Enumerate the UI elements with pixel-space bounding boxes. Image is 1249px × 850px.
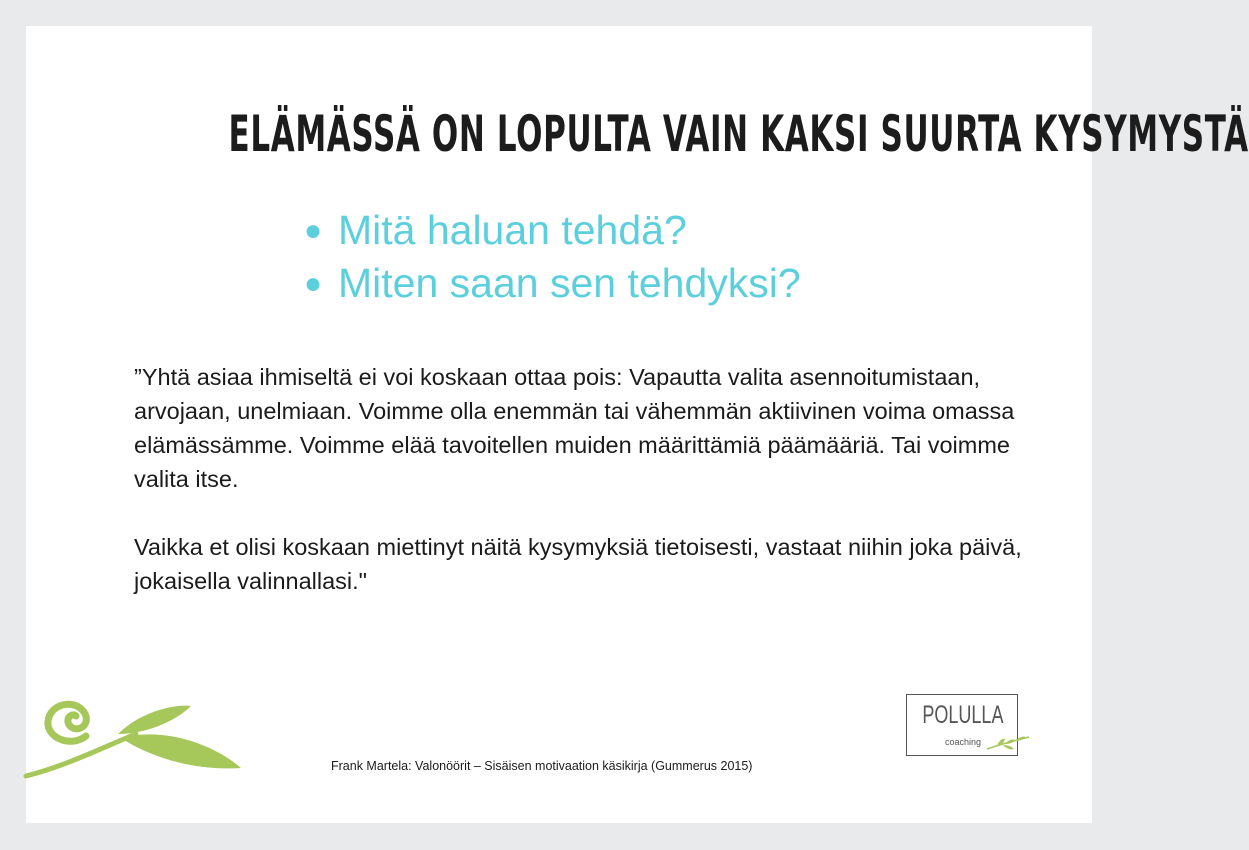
sprig-icon xyxy=(985,731,1033,753)
quote-paragraph-2: Vaikka et olisi koskaan miettinyt näitä kysymyksiä tietoisesti, vastaat niihin joka päivä, jokaisella valinnallasi." xyxy=(134,534,1022,594)
quote-paragraph-1: ”Yhtä asiaa ihmiseltä ei voi koskaan ottaa pois: Vapautta valita asennoitumistaan, arvojaan, unelmiaan. Voimme olla enemmän tai vähemmän aktiivinen voima omassa elämässämme. Voimme elää tavoitellen muiden määrittämiä päämääriä. Tai voimme valita itse. xyxy=(134,364,1015,492)
question-text: Miten saan sen tehdyksi? xyxy=(338,260,801,306)
leaf-swirl-icon xyxy=(26,676,256,786)
question-list xyxy=(304,204,801,310)
quote-block xyxy=(134,360,1034,632)
bullet-icon: ● xyxy=(304,214,323,247)
bullet-icon: ● xyxy=(304,267,323,300)
question-item xyxy=(304,257,801,310)
slide-card xyxy=(26,26,1249,823)
slide-heading: ELÄMÄSSÄ ON LOPULTA VAIN KAKSI SUURTA KYSYMYSTÄ xyxy=(228,105,1249,163)
polulla-logo xyxy=(906,694,1018,756)
question-item xyxy=(304,204,801,257)
question-text: Mitä haluan tehdä? xyxy=(338,207,687,253)
logo-wordmark: POLULLA xyxy=(922,701,1004,729)
source-citation: Frank Martela: Valonöörit – Sisäisen motivaation käsikirja (Gummerus 2015) xyxy=(331,759,753,773)
logo-subtitle: coaching xyxy=(945,737,982,747)
